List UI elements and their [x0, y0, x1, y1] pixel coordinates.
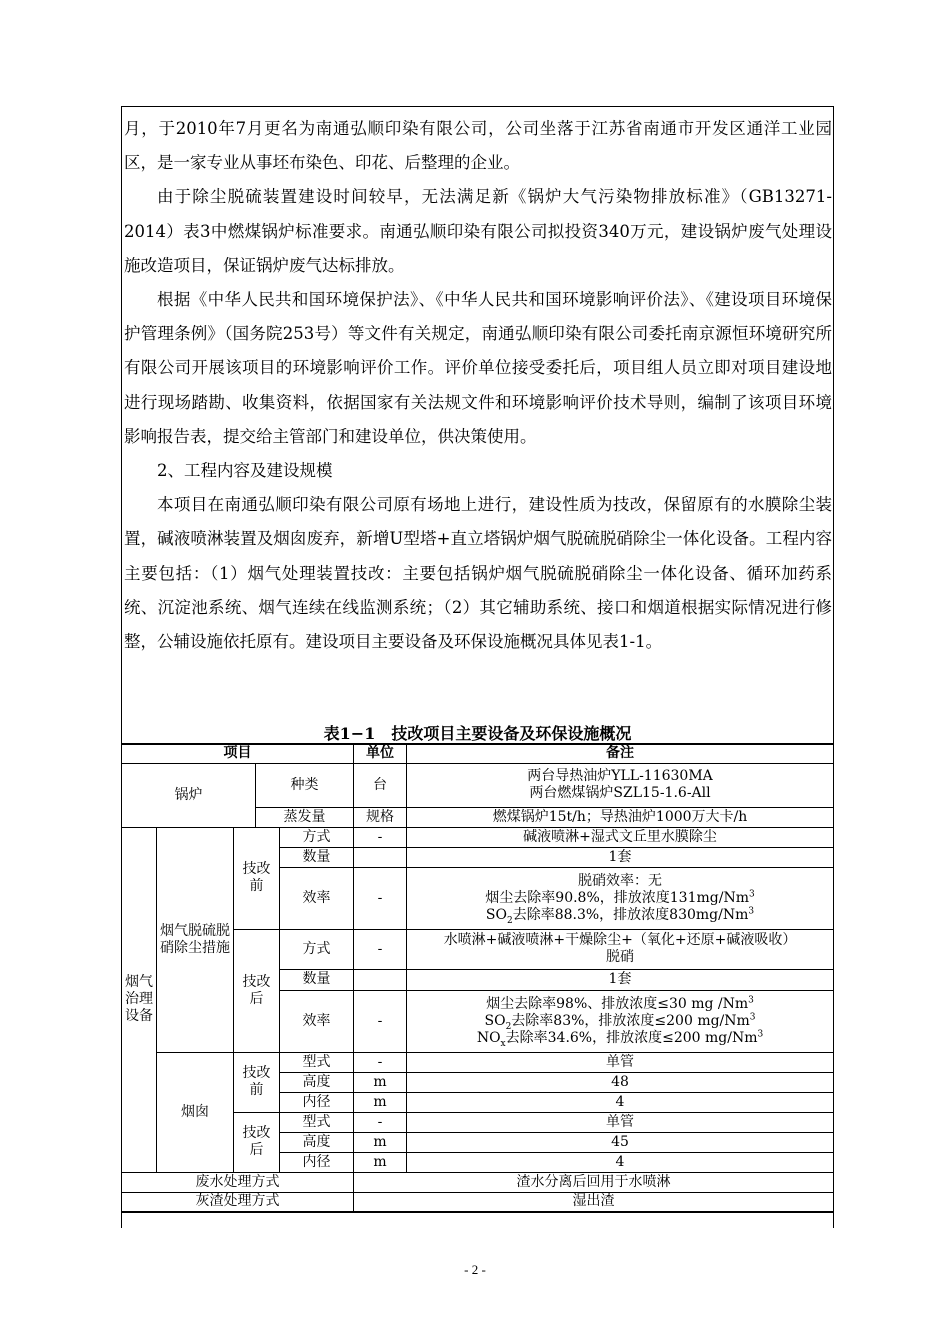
type-note-line2: 两台燃煤锅炉SZL15-1.6-All	[529, 785, 711, 801]
table-row	[122, 1172, 834, 1192]
dash-cell: -	[354, 990, 407, 1052]
after-eff-line3-pre: NO	[476, 1029, 501, 1046]
equipment-table	[121, 743, 834, 1213]
boiler-label: 锅炉	[122, 763, 256, 827]
method-label: 方式	[280, 827, 354, 847]
after-method	[407, 929, 834, 969]
section-heading: 2、工程内容及建设规模	[157, 461, 333, 481]
dash-cell: -	[354, 1052, 407, 1072]
count-label: 数量	[280, 847, 354, 867]
before-form: 单管	[407, 1052, 834, 1072]
dash-cell: -	[354, 867, 407, 929]
after-eff-line3-post: 去除率34.6%，排放浓度≤200 mg/Nm	[505, 1029, 758, 1046]
before-count: 1套	[407, 847, 834, 867]
type-note	[407, 763, 834, 807]
sub-2: 2	[505, 1021, 512, 1032]
empty-cell	[354, 847, 407, 867]
before-label: 技改前	[234, 827, 280, 929]
header-note: 备注	[407, 744, 834, 763]
after-eff	[407, 990, 834, 1052]
flue-label: 烟气治理设备	[122, 827, 157, 1172]
dash-cell: -	[354, 929, 407, 969]
sup-3: 3	[748, 905, 755, 916]
before-eff-line1: 脱硝效率：无	[578, 872, 663, 889]
form-label: 型式	[280, 1052, 354, 1072]
after-label: 技改后	[234, 1112, 280, 1172]
header-unit: 单位	[354, 744, 407, 763]
before-eff-line2: 烟尘去除率90.8%，排放浓度131mg/Nm	[485, 889, 749, 906]
table-row	[122, 1052, 834, 1072]
diam-label: 内径	[280, 1092, 354, 1112]
table-row	[122, 827, 834, 847]
evap-label: 蒸发量	[256, 807, 354, 827]
sub-2: 2	[506, 915, 513, 926]
empty-cell	[354, 969, 407, 990]
after-eff-line1: 烟尘去除率98%、排放浓度≤30 mg /Nm	[486, 995, 749, 1012]
desulf-label: 烟气脱硫脱硝除尘措施	[157, 827, 234, 1052]
before-eff	[407, 867, 834, 929]
table-caption: 表1−1 技改项目主要设备及环保设施概况	[323, 724, 632, 743]
dash-cell: -	[354, 827, 407, 847]
chimney-label: 烟囱	[157, 1052, 234, 1172]
header-item: 项目	[122, 744, 354, 763]
method-label: 方式	[280, 929, 354, 969]
after-eff-line2-post: 去除率83%，排放浓度≤200 mg/Nm	[511, 1012, 750, 1029]
height-label: 高度	[280, 1132, 354, 1152]
before-eff-line3-pre: SO	[485, 906, 507, 923]
before-height: 48	[407, 1072, 834, 1092]
eff-label: 效率	[280, 867, 354, 929]
type-unit: 台	[354, 763, 407, 807]
unit-m: m	[354, 1152, 407, 1172]
count-label: 数量	[280, 969, 354, 990]
after-label: 技改后	[234, 929, 280, 1052]
after-height: 45	[407, 1132, 834, 1152]
sup-3: 3	[757, 1028, 764, 1039]
after-count: 1套	[407, 969, 834, 990]
after-diam: 4	[407, 1152, 834, 1172]
paragraph: 由于除尘脱硫装置建设时间较早，无法满足新《锅炉大气污染物排放标准》（GB13271-2014）表3中燃煤锅炉标准要求。南通弘顺印染有限公司拟投资340万元，建设锅炉废气处理设施改造项目，保证锅炉废气达标排放。	[124, 187, 832, 275]
after-method-line2: 脱硝	[606, 949, 635, 965]
after-method-line1: 水喷淋+碱液喷淋+干燥除尘+（氧化+还原+碱液吸收）	[443, 932, 797, 948]
type-note-line1: 两台导热油炉YLL-11630MA	[527, 768, 713, 784]
paragraph: 根据《中华人民共和国环境保护法》、《中华人民共和国环境影响评价法》、《建设项目环境保护管理条例》（国务院253号）等文件有关规定，南通弘顺印染有限公司委托南京源恒环境研究所有限公司开展该项目的环境影响评价工作。评价单位接受委托后，项目组人员立即对项目建设地进行现场踏勘、收集资料，依据国家有关法规文件和环境影响评价技术导则，编制了该项目环境影响报告表，提交给主管部门和建设单位，供决策使用。	[124, 290, 832, 446]
before-diam: 4	[407, 1092, 834, 1112]
unit-m: m	[354, 1132, 407, 1152]
diam-label: 内径	[280, 1152, 354, 1172]
paragraph: 月，于2010年7月更名为南通弘顺印染有限公司，公司坐落于江苏省南通市开发区通洋工业园区，是一家专业从事坯布染色、印花、后整理的企业。	[124, 119, 832, 173]
before-eff-line3-post: 去除率88.3%，排放浓度830mg/Nm	[512, 906, 749, 923]
wastewater-label: 废水处理方式	[122, 1172, 354, 1192]
ash-note: 湿出渣	[354, 1192, 834, 1212]
evap-unit: 规格	[354, 807, 407, 827]
evap-note: 燃煤锅炉15t/h；导热油炉1000万大卡/h	[407, 807, 834, 827]
after-form: 单管	[407, 1112, 834, 1132]
page-number: - 2 -	[464, 1262, 486, 1277]
before-method: 碱液喷淋+湿式文丘里水膜除尘	[407, 827, 834, 847]
table-row	[122, 763, 834, 807]
form-label: 型式	[280, 1112, 354, 1132]
type-label: 种类	[256, 763, 354, 807]
table-header-row	[122, 744, 834, 763]
dash-cell: -	[354, 1112, 407, 1132]
table-row	[122, 1192, 834, 1212]
wastewater-note: 渣水分离后回用于水喷淋	[354, 1172, 834, 1192]
eff-label: 效率	[280, 990, 354, 1052]
body-text	[124, 112, 832, 659]
unit-m: m	[354, 1072, 407, 1092]
sup-3: 3	[748, 888, 755, 899]
before-label: 技改前	[234, 1052, 280, 1112]
height-label: 高度	[280, 1072, 354, 1092]
unit-m: m	[354, 1092, 407, 1112]
sup-3: 3	[748, 994, 754, 1005]
sub-x: x	[500, 1038, 506, 1049]
after-eff-line2-pre: SO	[484, 1012, 506, 1029]
sup-3: 3	[749, 1011, 756, 1022]
ash-label: 灰渣处理方式	[122, 1192, 354, 1212]
paragraph: 本项目在南通弘顺印染有限公司原有场地上进行，建设性质为技改，保留原有的水膜除尘装置，碱液喷淋装置及烟囱废弃，新增U型塔+直立塔锅炉烟气脱硫脱硝除尘一体化设备。工程内容主要包括：（1）烟气处理装置技改：主要包括锅炉烟气脱硫脱硝除尘一体化设备、循环加药系统、沉淀池系统、烟气连续在线监测系统；（2）其它辅助系统、接口和烟道根据实际情况进行修整，公辅设施依托原有。建设项目主要设备及环保设施概况具体见表1-1。	[124, 495, 832, 652]
